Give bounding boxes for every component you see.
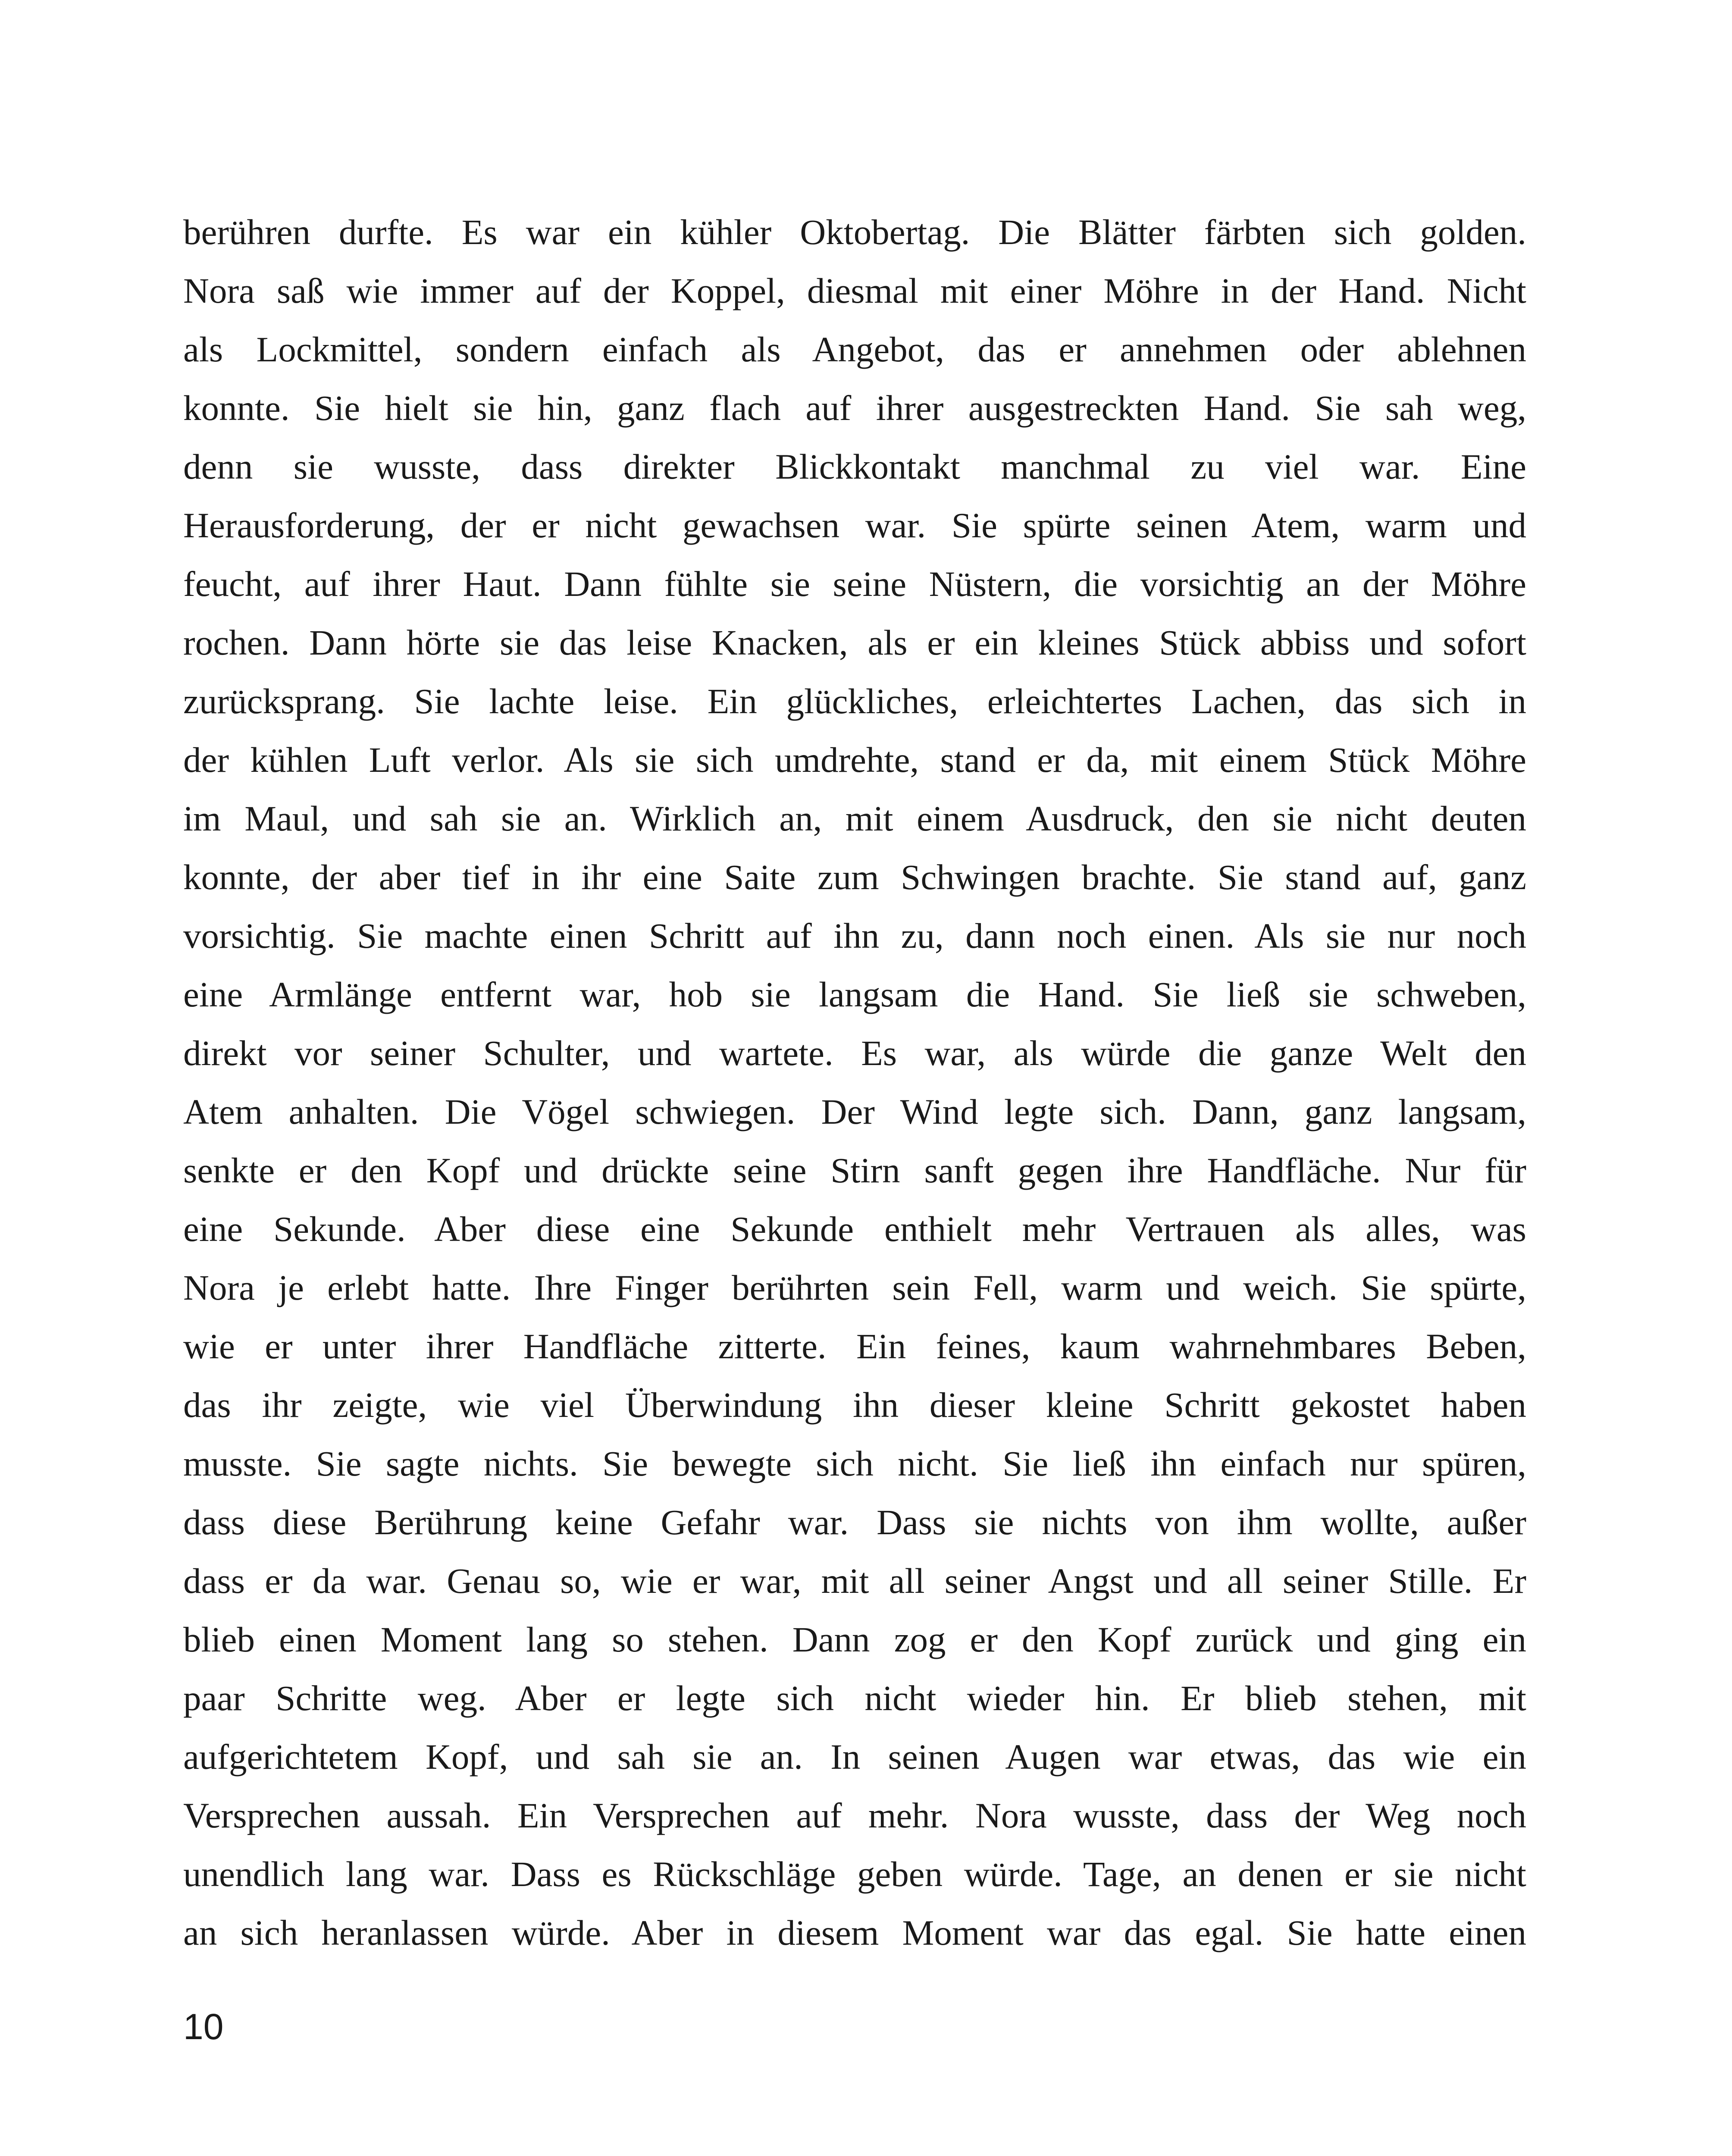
text-line: Versprechen aussah. Ein Versprechen auf mehr. Nora wusste, dass der Weg noch	[183, 1796, 1526, 1835]
text-line: direkt vor seiner Schulter, und wartete. Es war, als würde die ganze Welt den	[183, 1033, 1526, 1073]
text-line: im Maul, und sah sie an. Wirklich an, mit einem Ausdruck, den sie nicht deuten	[183, 799, 1526, 838]
text-line: wie er unter ihrer Handfläche zitterte. Ein feines, kaum wahrnehmbares Beben,	[183, 1326, 1526, 1366]
text-line: blieb einen Moment lang so stehen. Dann zog er den Kopf zurück und ging ein	[183, 1620, 1526, 1659]
text-line: konnte. Sie hielt sie hin, ganz flach auf ihrer ausgestreckten Hand. Sie sah weg,	[183, 388, 1526, 428]
body-text	[183, 203, 1526, 1962]
text-line: senkte er den Kopf und drückte seine Stirn sanft gegen ihre Handfläche. Nur für	[183, 1150, 1526, 1190]
text-line: dass er da war. Genau so, wie er war, mit all seiner Angst und all seiner Stille. Er	[183, 1561, 1526, 1601]
text-line: eine Sekunde. Aber diese eine Sekunde enthielt mehr Vertrauen als alles, was	[183, 1209, 1526, 1249]
text-line: musste. Sie sagte nichts. Sie bewegte sich nicht. Sie ließ ihn einfach nur spüren,	[183, 1444, 1526, 1483]
text-line: zurücksprang. Sie lachte leise. Ein glückliches, erleichtertes Lachen, das sich in	[183, 681, 1526, 721]
text-line: dass diese Berührung keine Gefahr war. Dass sie nichts von ihm wollte, außer	[183, 1502, 1526, 1542]
text-line: aufgerichtetem Kopf, und sah sie an. In seinen Augen war etwas, das wie ein	[183, 1737, 1526, 1777]
text-line: paar Schritte weg. Aber er legte sich nicht wieder hin. Er blieb stehen, mit	[183, 1678, 1526, 1718]
text-line: das ihr zeigte, wie viel Überwindung ihn dieser kleine Schritt gekostet haben	[183, 1385, 1526, 1425]
page-number: 10	[183, 2006, 224, 2047]
text-line: feucht, auf ihrer Haut. Dann fühlte sie seine Nüstern, die vorsichtig an der Möhre	[183, 564, 1526, 604]
text-line: berühren durfte. Es war ein kühler Oktobertag. Die Blätter färbten sich golden.	[183, 212, 1526, 252]
text-line: Nora je erlebt hatte. Ihre Finger berührten sein Fell, warm und weich. Sie spürte,	[183, 1268, 1526, 1307]
text-line: vorsichtig. Sie machte einen Schritt auf ihn zu, dann noch einen. Als sie nur noch	[183, 916, 1526, 956]
text-line: als Lockmittel, sondern einfach als Angebot, das er annehmen oder ablehnen	[183, 329, 1526, 369]
text-line: rochen. Dann hörte sie das leise Knacken, als er ein kleines Stück abbiss und sofort	[183, 623, 1526, 662]
text-line: Atem anhalten. Die Vögel schwiegen. Der Wind legte sich. Dann, ganz langsam,	[183, 1092, 1526, 1131]
text-line: eine Armlänge entfernt war, hob sie langsam die Hand. Sie ließ sie schweben,	[183, 975, 1526, 1014]
text-line: konnte, der aber tief in ihr eine Saite zum Schwingen brachte. Sie stand auf, ganz	[183, 857, 1526, 897]
text-line: Herausforderung, der er nicht gewachsen war. Sie spürte seinen Atem, warm und	[183, 505, 1526, 545]
text-line: Nora saß wie immer auf der Koppel, diesmal mit einer Möhre in der Hand. Nicht	[183, 271, 1526, 310]
text-line: denn sie wusste, dass direkter Blickkontakt manchmal zu viel war. Eine	[183, 447, 1526, 486]
text-line: an sich heranlassen würde. Aber in diesem Moment war das egal. Sie hatte einen	[183, 1913, 1526, 1952]
text-line: unendlich lang war. Dass es Rückschläge geben würde. Tage, an denen er sie nicht	[183, 1854, 1526, 1894]
text-line: der kühlen Luft verlor. Als sie sich umdrehte, stand er da, mit einem Stück Möhre	[183, 740, 1526, 780]
